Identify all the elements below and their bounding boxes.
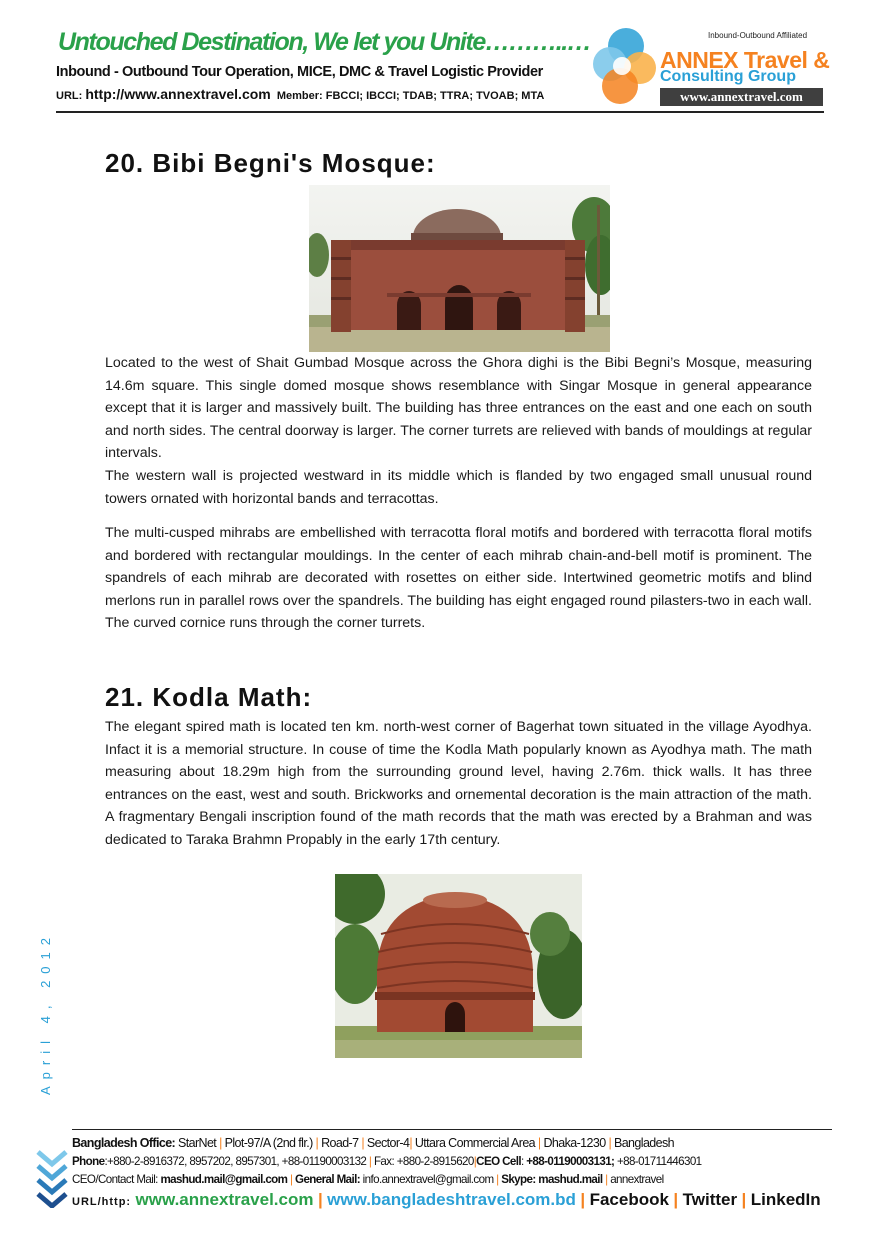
footer-url-label: URL/http: — [72, 1196, 132, 1208]
addr-2: Plot-97/A (2nd flr.) — [224, 1136, 313, 1150]
footer-address-line: Bangladesh Office: StarNet | Plot-97/A (2nd flr.) | Road-7 | Sector-4| Uttara Commercial Area | Dhaka-1230 | Bangladesh — [72, 1136, 674, 1150]
addr-1: StarNet — [178, 1136, 217, 1150]
document-date: April 4, 2012 — [38, 931, 53, 1095]
phone-label: Phone — [72, 1155, 105, 1168]
site-link-bangladeshtravel[interactable]: www.bangladeshtravel.com.bd — [327, 1190, 576, 1209]
section-20-paragraph-3: The multi-cusped mihrabs are embellished with terracotta floral motifs and bordered with terracotta floral motifs and bordered with rectangular mouldings. In the center of each mihrab chain-and-bell motif is prominent. The spandrels of each mihrab are decorated with rosettes on either side. Intertwined geometric motifs and blind merlons run in parallel rows over the spandrels. The building has eight engaged round pilasters-two in each wall. The curved cornice runs through the corner turrets. — [105, 525, 812, 632]
brand-subname: Consulting Group — [660, 68, 796, 85]
phone-numbers: :+880-2-8916372, 8957202, 8957301, +88-01190003132 — [104, 1155, 367, 1168]
general-mail-label: General Mail: — [295, 1173, 361, 1186]
fax-number: Fax: +880-2-8915620 — [373, 1155, 474, 1168]
header-divider — [56, 111, 824, 113]
twitter-link[interactable]: Twitter — [682, 1190, 738, 1209]
linkedin-link[interactable]: LinkedIn — [750, 1190, 821, 1209]
kodla-math-photo — [335, 874, 582, 1058]
ceo-cell-number-2: +88-01711446301 — [616, 1155, 702, 1168]
chevron-down-icon — [36, 1148, 68, 1208]
member-label: Member: — [276, 90, 323, 102]
header-url-link[interactable]: http://www.annextravel.com — [85, 86, 271, 102]
footer-divider — [72, 1129, 832, 1130]
header-url-line — [56, 86, 544, 102]
brand-name: ANNEX Travel & — [660, 47, 830, 73]
section-20-para2-text: The western wall is projected westward in its middle which is flanded by two engaged small unusual round towers ornated with horizontal bands and terracottas. — [105, 467, 812, 507]
ceo-cell-number: +88-01190003131; — [526, 1155, 615, 1168]
skype-id-2[interactable]: annextravel — [610, 1173, 664, 1186]
ceo-cell-label: CEO Cell — [476, 1155, 521, 1168]
skype-id[interactable]: mashud.mail — [538, 1173, 603, 1186]
site-link-annextravel[interactable]: www.annextravel.com — [135, 1190, 314, 1209]
general-mail[interactable]: info.annextravel@gmail.com — [362, 1173, 494, 1186]
section-20-heading: 20. Bibi Begni's Mosque: — [105, 148, 436, 178]
skype-label: Skype: — [501, 1173, 536, 1186]
section-21-heading: 21. Kodla Math: — [105, 682, 313, 712]
facebook-link[interactable]: Facebook — [589, 1190, 669, 1209]
section-21-paragraph-1: The elegant spired math is located ten km. north-west corner of Bagerhat town situated in the village Ayodhya. Infact it is a memorial structure. In couse of time the Kodla Math popularly known as Ayodhya math. The math measuring about 18.29m high from the surrounding ground level, having 2.76m. thick walls. It has three entrances on the east, west and south. Brickworks and ornemental decoration is the main attraction of the math. A fragmentary Bengali inscription found of the math records that the math was erected by a Brahman and was dedicated to Taraka Brahmn Propably in the early 17th century. — [105, 719, 812, 848]
bibi-begni-mosque-photo — [309, 185, 610, 352]
addr-7: Bangladesh — [613, 1136, 674, 1150]
url-label: URL: — [56, 90, 86, 102]
addr-6: Dhaka-1230 — [543, 1136, 606, 1150]
brand-url[interactable]: www.annextravel.com — [660, 88, 823, 106]
addr-5: Uttara Commercial Area — [414, 1136, 536, 1150]
footer-mail-line: CEO/Contact Mail: mashud.mail@gmail.com | General Mail: info.annextravel@gmail.com | Skype: mashud.mail | annextravel — [72, 1173, 664, 1186]
section-20-paragraph-1 — [105, 352, 812, 510]
footer-phone-line: Phone:+880-2-8916372, 8957202, 8957301, +88-01190003132 | Fax: +880-2-8915620|CEO Cell: +88-01190003131; +88-01711446301 — [72, 1155, 702, 1168]
addr-4: Sector-4 — [366, 1136, 410, 1150]
member-list: FBCCI; IBCCI; TDAB; TTRA; TVOAB; MTA — [325, 90, 545, 102]
header-tagline: Untouched Destination, We let you Unite………..… — [58, 28, 591, 56]
affiliated-label: Inbound-Outbound Affiliated — [708, 31, 808, 40]
contact-mail[interactable]: mashud.mail@gmail.com — [160, 1173, 288, 1186]
footer-links-line: URL/http: www.annextravel.com | www.bangladeshtravel.com.bd | Facebook | Twitter | LinkedIn — [72, 1190, 821, 1209]
contact-mail-label: CEO/Contact Mail: — [72, 1173, 158, 1186]
section-20-para1-text: Located to the west of Shait Gumbad Mosque across the Ghora dighi is the Bibi Begni’s Mosque, measuring 14.6m square. This single domed mosque shows resemblance with Singar Mosque in general appearance except that it is larger and massively built. The building has three entrances on the east and one each on south and north sides. The central doorway is larger. The corner turrets are relieved with bands of mouldings at regular intervals. — [105, 355, 812, 462]
office-label: Bangladesh Office: — [72, 1136, 176, 1150]
company-logo-icon — [592, 26, 662, 108]
addr-3: Road-7 — [321, 1136, 359, 1150]
header-subtitle: Inbound - Outbound Tour Operation, MICE, DMC & Travel Logistic Provider — [56, 64, 543, 80]
